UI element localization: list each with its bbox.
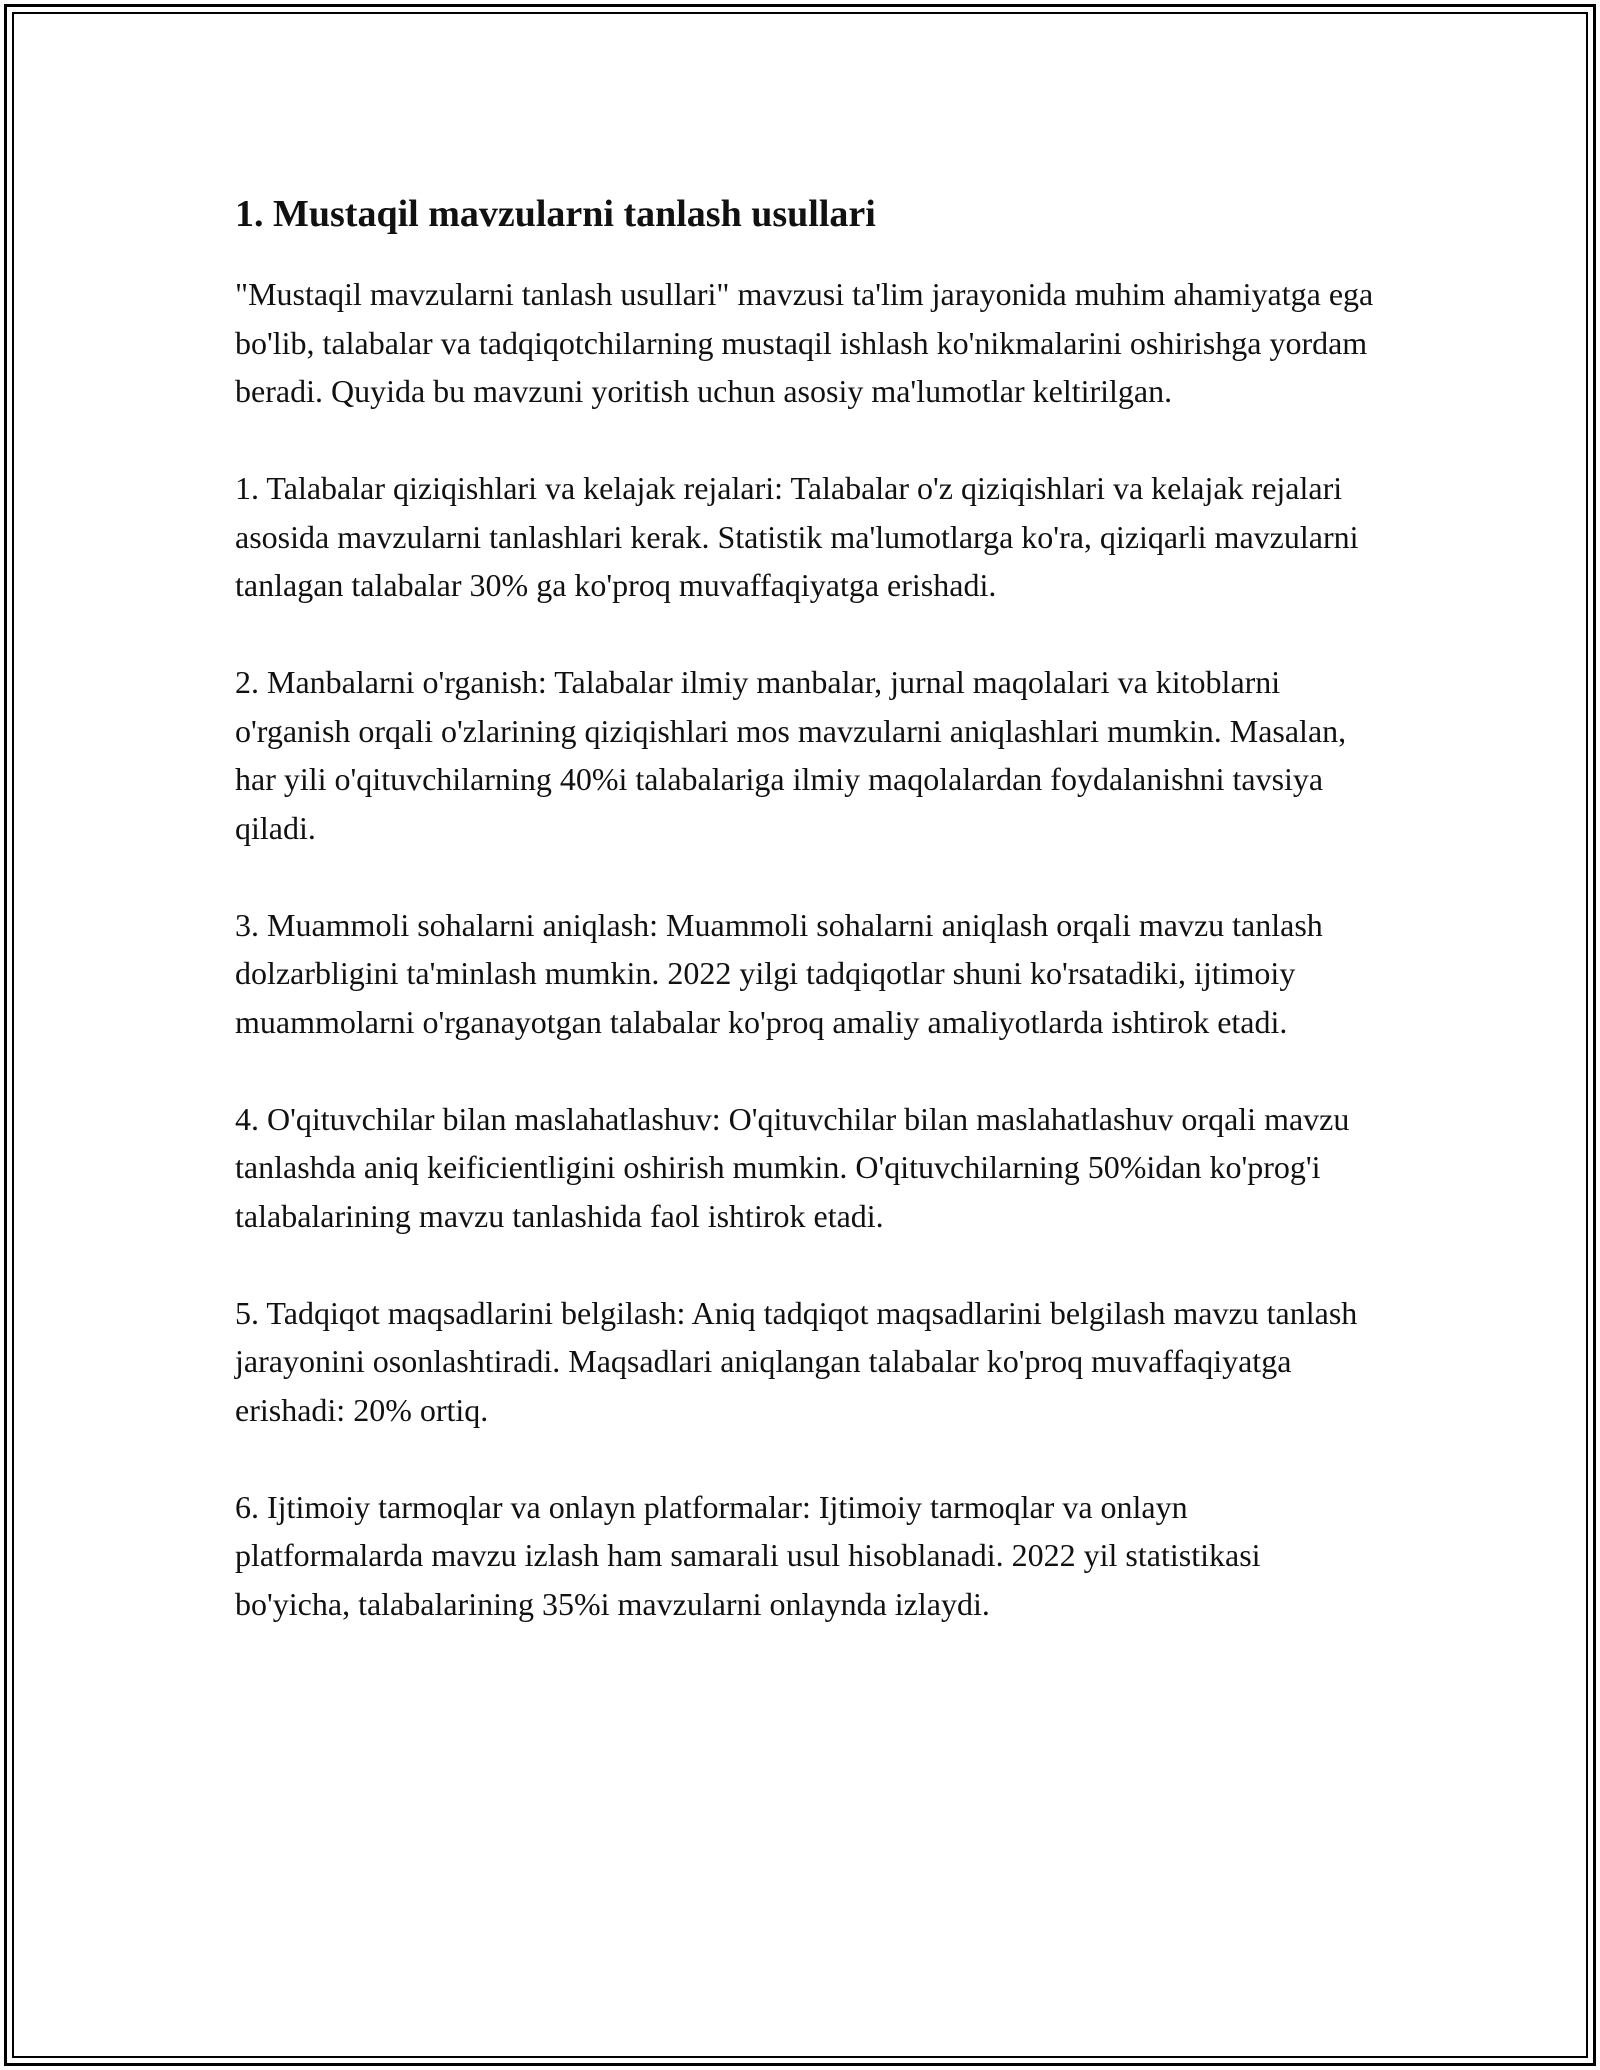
- list-item-interests: 1. Talabalar qiziqishlari va kelajak rejalari: Talabalar o'z qiziqishlari va kelajak rejalari asosida mavzularni tanlashlari kerak. Statistik ma'lumotlarga ko'ra, qiziqarli mavzularni tanlagan talabalar 30% ga ko'proq muvaffaqiyatga erishadi.: [235, 470, 1359, 603]
- list-item-problem-areas: 3. Muammoli sohalarni aniqlash: Muammoli sohalarni aniqlash orqali mavzu tanlash dolzarbligini ta'minlash mumkin. 2022 yilgi tadqiqotlar shuni ko'rsatadiki, ijtimoiy muammolarni o'rganayotgan talabalar ko'proq amaliy amaliyotlarda ishtirok etadi.: [235, 906, 1323, 1040]
- list-item-research-goals: 5. Tadqiqot maqsadlarini belgilash: Aniq tadqiqot maqsadlarini belgilash mavzu tanlash jarayonini osonlashtiradi. Maqsadlari aniqlangan talabalar ko'proq muvaffaqiyatga erishadi: 20% ortiq.: [235, 1294, 1358, 1428]
- list-item-social-networks: 6. Ijtimoiy tarmoqlar va onlayn platformalar: Ijtimoiy tarmoqlar va onlayn platformalarda mavzu izlash ham samarali usul hisoblanadi. 2022 yil statistikasi bo'yicha, talabalarining 35%i mavzularni onlaynda izlaydi.: [235, 1488, 1261, 1622]
- document-title: 1. Mustaqil mavzularni tanlash usullari: [235, 193, 876, 235]
- list-item-teacher-consultation: 4. O'qituvchilar bilan maslahatlashuv: O'qituvchilar bilan maslahatlashuv orqali mavzu tanlashda aniq keificientligini oshirish mumkin. O'qituvchilarning 50%idan ko'prog'i talabalarining mavzu tanlashida faol ishtirok etadi.: [235, 1100, 1350, 1234]
- list-item-sources: 2. Manbalarni o'rganish: Talabalar ilmiy manbalar, jurnal maqolalari va kitoblarni o'rganish orqali o'zlarining qiziqishlari mos mavzularni aniqlashlari mumkin. Masalan, har yili o'qituvchilarning 40%i talabalariga ilmiy maqolalardan foydalanishni tavsiya qiladi.: [235, 664, 1347, 846]
- document-body: [235, 186, 1375, 1677]
- intro-paragraph: "Mustaqil mavzularni tanlash usullari" mavzusi ta'lim jarayonida muhim ahamiyatga ega bo'lib, talabalar va tadqiqotchilarning mustaqil ishlash ko'nikmalarini oshirishga yordam beradi. Quyida bu mavzuni yoritish uchun asosiy ma'lumotlar keltirilgan.: [235, 276, 1374, 409]
